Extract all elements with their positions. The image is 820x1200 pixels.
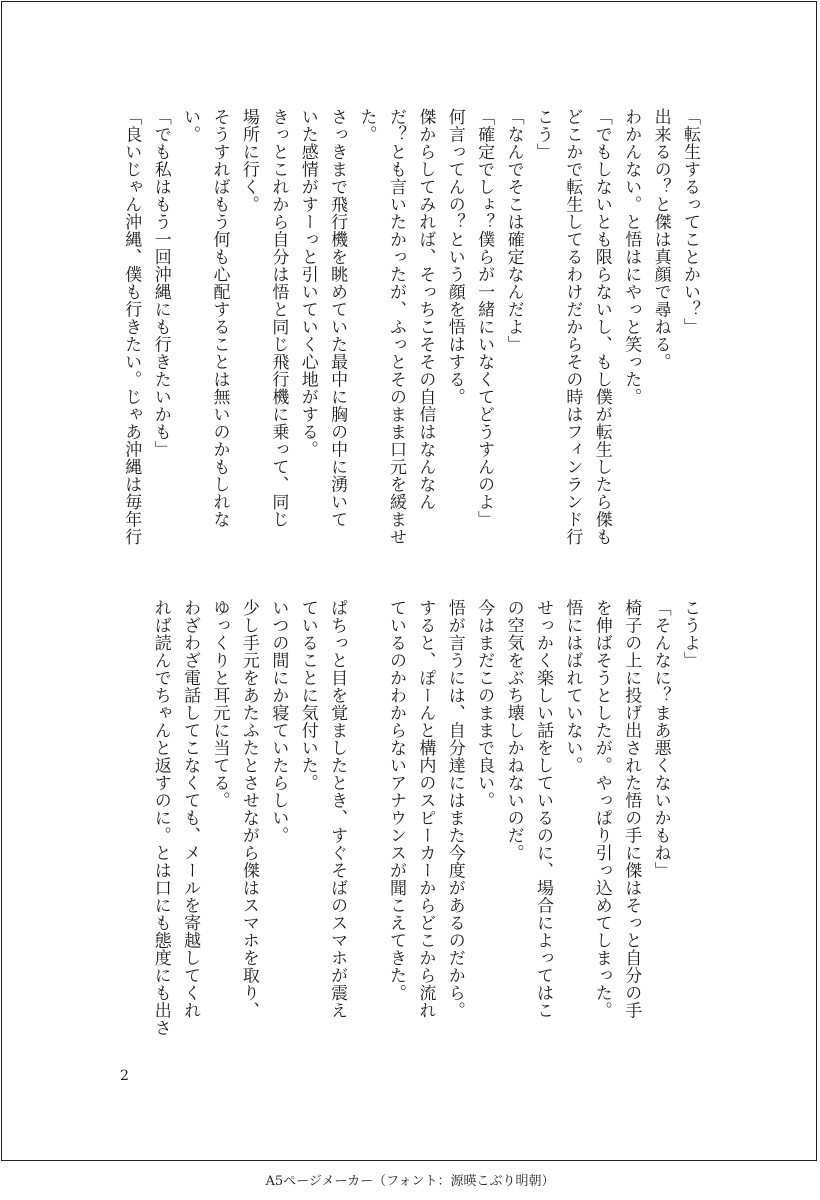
text-line: た。 <box>356 108 377 143</box>
text-line: 少し手元をあたふたとさせながら傑はスマホを取り、 <box>238 599 259 1019</box>
text-line: ゆっくりと耳元に当てる。 <box>209 599 230 809</box>
page-frame <box>1 1 817 1161</box>
text-line: わかんない。と悟はにやっと笑った。 <box>621 108 642 406</box>
text-line: さっきまで飛行機を眺めていた最中に胸の中に湧いて <box>327 108 348 528</box>
text-line: 「でもしないとも限らないし、もし僕が転生したら傑も <box>591 108 612 546</box>
text-line: すると、ぽーんと構内のスピーカーからどこから流れ <box>415 599 436 1019</box>
text-line: い。 <box>180 108 201 143</box>
text-line: 悟が言うには、自分達にはまた今度があるのだから。 <box>444 599 465 1019</box>
text-line: 出来るの？と傑は真顔で尋ねる。 <box>650 108 671 371</box>
text-line: だ？とも言いたかったが、ふっとそのまま口元を緩ませ <box>385 108 406 546</box>
text-line: ているのかわからないアナウンスが聞こえてきた。 <box>385 599 406 1002</box>
text-line: れば読んでちゃんと返すのに。とは口にも態度にも出さ <box>150 599 171 1037</box>
text-line: の空気をぶち壊しかねないのだ。 <box>503 599 524 862</box>
lower-text-block <box>24 599 704 1059</box>
text-line: 悟にはばれていない。 <box>562 599 583 774</box>
text-line: 傑からしてみれば、そっちこそその自信はなんなん <box>415 108 436 511</box>
text-line: 「そんなに？まあ悪くないかもね」 <box>650 599 671 879</box>
page-number: 2 <box>120 1068 129 1084</box>
text-line: 「良いじゃん沖縄、僕も行きたい。じゃあ沖縄は毎年行 <box>121 108 142 546</box>
text-line: こう」 <box>532 108 553 161</box>
text-line: いた感情がすーっと引いていく心地がする。 <box>297 108 318 458</box>
text-line: こうよ」 <box>680 599 700 669</box>
text-line: ていることに気付いた。 <box>297 599 318 792</box>
text-line: 「でも私はもう一回沖縄にも行きたいかも」 <box>150 108 171 458</box>
upper-text-block <box>24 108 704 558</box>
text-line: きっとこれから自分は悟と同じ飛行機に乗って、同じ <box>268 108 289 528</box>
footer-caption: A5ページメーカー（フォント：源暎こぶり明朝） <box>265 1174 555 1189</box>
text-line: を伸ばそうとしたが。やっぱり引っ込めてしまった。 <box>591 599 612 1019</box>
text-line: 「転生するってことかい？」 <box>680 108 700 336</box>
text-line: 「なんでそこは確定なんだよ」 <box>503 108 524 353</box>
text-line <box>351 599 380 1059</box>
text-line: 「確定でしょ？僕らが一緒にいなくてどうすんのよ」 <box>474 108 495 528</box>
text-line: せっかく楽しい話をしているのに、場合によってはこ <box>532 599 553 1019</box>
text-line: 場所に行く。 <box>238 108 259 213</box>
text-line: いつの間にか寝ていたらしい。 <box>268 599 289 844</box>
text-line: どこかで転生してるわけだからその時はフィンランド行 <box>562 108 583 546</box>
text-line: 椅子の上に投げ出された悟の手に傑はそっと自分の手 <box>621 599 642 1019</box>
text-line: 何言ってんの？という顔を悟はする。 <box>444 108 465 406</box>
text-line: わざわざ電話してこなくても、メールを寄越してくれ <box>180 599 201 1019</box>
text-line: 今はまだこのままで良い。 <box>474 599 495 809</box>
text-line: そうすればもう何も心配することは無いのかもしれな <box>209 108 230 528</box>
text-line: ぱちっと目を覚ましたとき、すぐそばのスマホが震え <box>327 599 348 1019</box>
